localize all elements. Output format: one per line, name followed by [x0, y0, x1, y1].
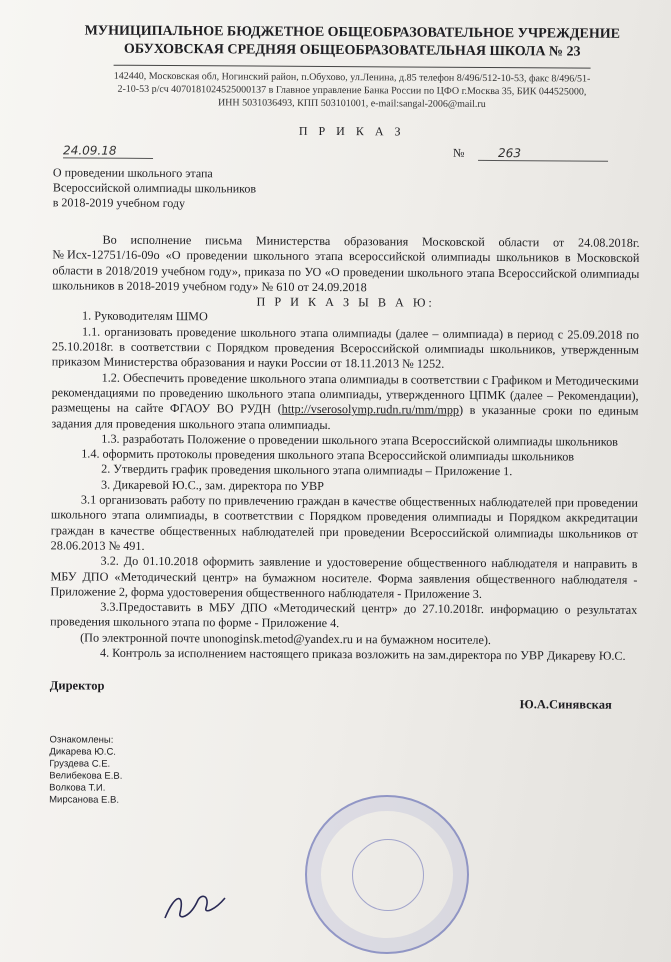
item-1: 1. Руководителям ШМО	[82, 308, 208, 324]
item-3-1: 3.1 организовать работу по привлечению граждан в качестве общественных наблюдателей при проведении школьного этапа олимпиады, в соответствии с Порядком проведения олимпиады и Порядком аккредитации граждан в качестве общественных наблюдателей при проведении Всероссийской олимпиады школьников от 28.06.2013 № 491.	[50, 492, 638, 553]
signature-scribble	[160, 888, 230, 928]
order-body	[50, 232, 650, 664]
signature-block	[49, 671, 647, 713]
item-1-3: 1.3. разработать Положение о проведении школьного этапа Всероссийской олимпиады школьников	[101, 431, 618, 449]
item-3-3: 3.3.Предоставить в МБУ ДПО «Методический центр» до 27.10.2018г. информацию о результатах проведения школьного этапа по форме - Приложение 4.	[50, 599, 638, 631]
order-subject	[53, 165, 650, 214]
official-seal-stamp	[305, 795, 469, 954]
director-name: Ю.А.Синявская	[519, 697, 612, 713]
item-3: 3. Дикаревой Ю.С., зам. директора по УВР	[101, 477, 324, 493]
acquainted-name: Велибекова Е.В.	[49, 770, 123, 783]
seal-emblem	[352, 839, 424, 911]
item-1-2-text-b: ) в указанные сроки по единым задания для проведения школьного этапа олимпиады.	[51, 403, 639, 432]
org-name-line2: ОБУХОВСКАЯ СРЕДНЯЯ ОБЩЕОБРАЗОВАТЕЛЬНАЯ ШКОЛА № 23	[123, 41, 581, 60]
org-name-line1: МУНИЦИПАЛЬНОЕ БЮДЖЕТНОЕ ОБЩЕОБРАЗОВАТЕЛЬНОЕ УЧРЕЖДЕНИЕ	[84, 23, 621, 42]
order-date: 24.09.18	[63, 143, 153, 159]
subject-line: в 2018-2019 учебном году	[52, 195, 186, 211]
item-4: 4. Контроль за исполнением настоящего приказа возложить на зам.директора по УВР Дикареву Ю.С.	[99, 645, 626, 663]
item-3-3-note: (По электронной почте unonoginsk.metod@yandex.ru и на бумажном носителе).	[80, 630, 492, 647]
item-2: 2. Утвердить график проведения школьного этапа олимпиады – Приложение 1.	[101, 462, 513, 479]
address-line3: ИНН 5031036493, КПП 503101001, e-mail:sangal-2006@mail.ru	[217, 97, 486, 110]
subject-line: Всероссийской олимпиады школьников	[52, 180, 257, 196]
organization-header	[54, 22, 651, 62]
subject-line: О проведении школьного этапа	[52, 165, 213, 181]
address-line2: 2-10-53 р/сч 40701810245250001З7 в Главное управление Банка России по ЦФО г.Москва 35, БИК 044525000,	[117, 83, 587, 98]
order-title: П Р И К А З	[298, 123, 405, 139]
order-number: 263	[478, 146, 608, 162]
olympiad-site-link[interactable]: http://vserosolymp.rudn.ru/mm/mpp	[281, 401, 460, 418]
order-number-label: №	[453, 145, 465, 160]
acquainted-name: Мирсанова Е.В.	[49, 794, 120, 807]
acquainted-label: Ознакомлены:	[49, 734, 114, 747]
item-3-2: 3.2. До 01.10.2018 оформить заявление и удостоверение общественного наблюдателя и направить в МБУ ДПО «Методический центр» на бумажном носителе. Форма заявления общественного наблюдателя - Приложение 2, форма удостоверения общественного наблюдателя - Приложение 3.	[50, 553, 638, 601]
director-title: Директор	[49, 678, 105, 693]
item-1-1: 1.1. организовать проведение школьного этапа олимпиады (далее – олимпиада) в период с 25.09.2018 по 25.10.2018г. в соответствии с Порядком проведения Всероссийской олимпиады школьников, утвержденным приказом Министерства образования и науки России от 18.11.2013 № 1252.	[51, 324, 640, 372]
item-1-2-text-a: 1.2. Обеспечить проведение школьного этапа олимпиады в соответствии с Графиком и Методическими рекомендациями по проведению школьного этапа олимпиады, утвержденного ЦПМК (далее – Рекомендации), размещены на сайте ФГАОУ ВО РУДН (	[51, 370, 639, 416]
address-line1: 142440, Московская обл, Ногинский район, п.Обухово, ул.Ленина, д.85 телефон 8/496/512-10-53, факс 8/496/51-	[113, 70, 591, 85]
order-date-number-line	[53, 143, 650, 165]
item-1-4: 1.4. оформить протоколы проведения школьного этапа Всероссийской олимпиады школьников	[81, 446, 575, 464]
acquainted-list	[49, 735, 646, 811]
header-divider	[114, 65, 591, 69]
acquainted-name: Дикарева Ю.С.	[49, 746, 117, 759]
acquainted-name: Груздева С.Е.	[49, 758, 111, 770]
order-word: П Р И К А З Ы В А Ю:	[256, 294, 435, 310]
preamble: Во исполнение письма Министерства образования Московской области от 24.08.2018г. №Исх-12751/16-09о «О проведении школьного этапа всероссийской олимпиады школьников в Московской области в 2018/2019 учебном году», приказа по УО «О проведении школьного этапа Всероссийской олимпиады школьников в 2018-2019 учебном году» № 610 от 24.09.2018	[52, 232, 640, 295]
organization-address	[53, 69, 650, 112]
acquainted-name: Волкова Т.И.	[49, 782, 106, 794]
item-1-2	[51, 370, 638, 435]
